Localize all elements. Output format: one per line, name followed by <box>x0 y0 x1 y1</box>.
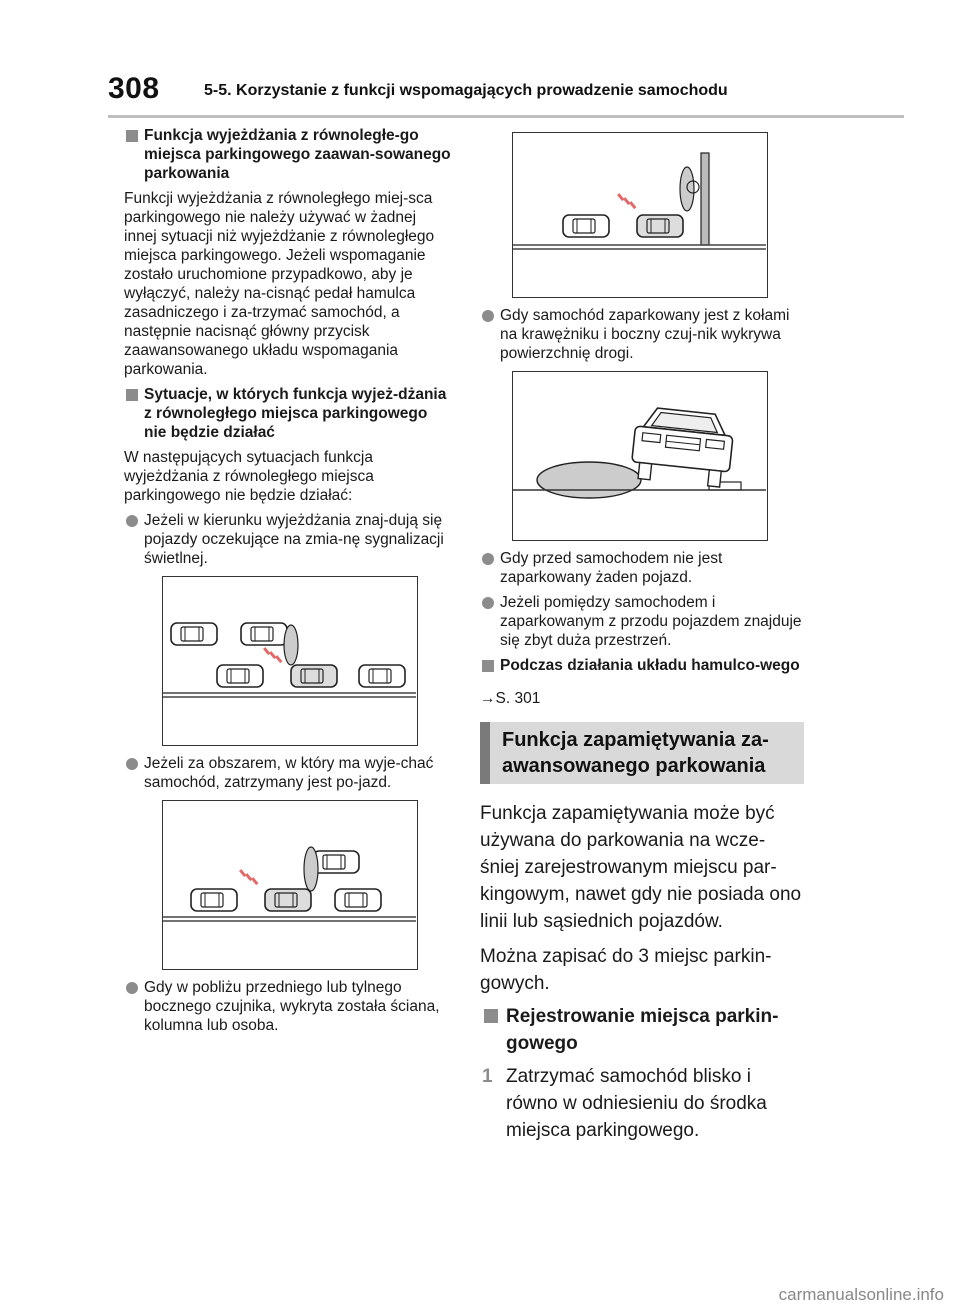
section-heading: Sytuacje, w których funkcja wyjeż-dżania z równoległego miejsca parkingowego nie będzie działać <box>124 385 452 442</box>
step-item: 1 Zatrzymać samochód blisko i równo w odniesieniu do środka miejsca parkingowego. <box>480 1063 802 1144</box>
banner-title-line1: Funkcja zapamiętywania za- <box>502 729 769 751</box>
page-number: 308 <box>108 72 160 105</box>
watermark: carmanualsonline.info <box>778 1285 944 1304</box>
page-reference: →S. 301 <box>480 690 541 707</box>
paragraph: W następujących sytuacjach funkcja wyjeżdżania z równoległego miejsca parkingowego nie będzie działać: <box>124 449 374 504</box>
paragraph: Można zapisać do 3 miejsc parkin-gowych. <box>480 946 772 994</box>
round-bullet-icon <box>482 310 494 322</box>
list-item: Gdy w pobliżu przedniego lub tylnego bocznego czujnika, wykryta została ściana, kolumna lub osoba. <box>124 978 452 1035</box>
left-column <box>124 126 452 1041</box>
illustration-stopped-vehicle <box>162 800 418 970</box>
banner-title-line2: awansowanego parkowania <box>502 755 766 777</box>
round-bullet-icon <box>482 597 494 609</box>
section-banner <box>480 722 804 784</box>
chapter-title: 5-5. Korzystanie z funkcji wspomagających prowadzenie samochodu <box>204 82 728 99</box>
step-number: 1 <box>482 1066 493 1087</box>
list-item: Jeżeli pomiędzy samochodem i zaparkowanym z przodu pojazdem znajduje się zbyt duża przestrzeń. <box>480 593 802 650</box>
right-column <box>480 126 802 1144</box>
paragraph: Funkcji wyjeżdżania z równoległego miej-sca parkingowego nie należy używać w żadnej innej sytuacji niż wyjeżdżanie z równoległego miejsca parkingowego. Jeżeli wspomaganie zostało uruchomione przypadkowo, aby je wyłączyć, należy na-cisnąć pedał hamulca zasadniczego i za-trzymać samochód, a następnie nacisnąć główny przycisk zaawansowanego układu wspomagania parkowania. <box>124 190 435 378</box>
list-item: Jeżeli w kierunku wyjeżdżania znaj-dują się pojazdy oczekujące na zmia-nę sygnalizacji świetlnej. <box>124 511 452 568</box>
illustration-curb-parking <box>512 371 768 541</box>
illustration-waiting-vehicles <box>162 576 418 746</box>
illustration-wall-sensor <box>512 132 768 298</box>
section-heading: Funkcja wyjeżdżania z równoległe-go miejsca parkingowego zaawan-sowanego parkowania <box>124 126 452 183</box>
list-item: Jeżeli za obszarem, w który ma wyje-chać samochód, zatrzymany jest po-jazd. <box>124 754 452 792</box>
square-bullet-icon <box>484 1009 498 1023</box>
list-item: Gdy samochód zaparkowany jest z kołami na krawężniku i boczny czuj-nik wykrywa powierzchnię drogi. <box>480 306 802 363</box>
square-bullet-icon <box>126 130 138 142</box>
section-heading: Podczas działania układu hamulco-wego <box>480 656 802 675</box>
round-bullet-icon <box>126 982 138 994</box>
round-bullet-icon <box>126 758 138 770</box>
square-bullet-icon <box>126 389 138 401</box>
section-heading: Rejestrowanie miejsca parkin-gowego <box>480 1003 802 1057</box>
list-item: Gdy przed samochodem nie jest zaparkowany żaden pojazd. <box>480 549 802 587</box>
round-bullet-icon <box>482 553 494 565</box>
paragraph: Funkcja zapamiętywania może być używana do parkowania na wcze-śniej zarejestrowanym miejscu par-kingowym, nawet gdy nie posiada ono linii lub sąsiednich pojazdów. <box>480 803 802 932</box>
page-header <box>108 72 904 118</box>
round-bullet-icon <box>126 515 138 527</box>
square-bullet-icon <box>482 660 494 672</box>
